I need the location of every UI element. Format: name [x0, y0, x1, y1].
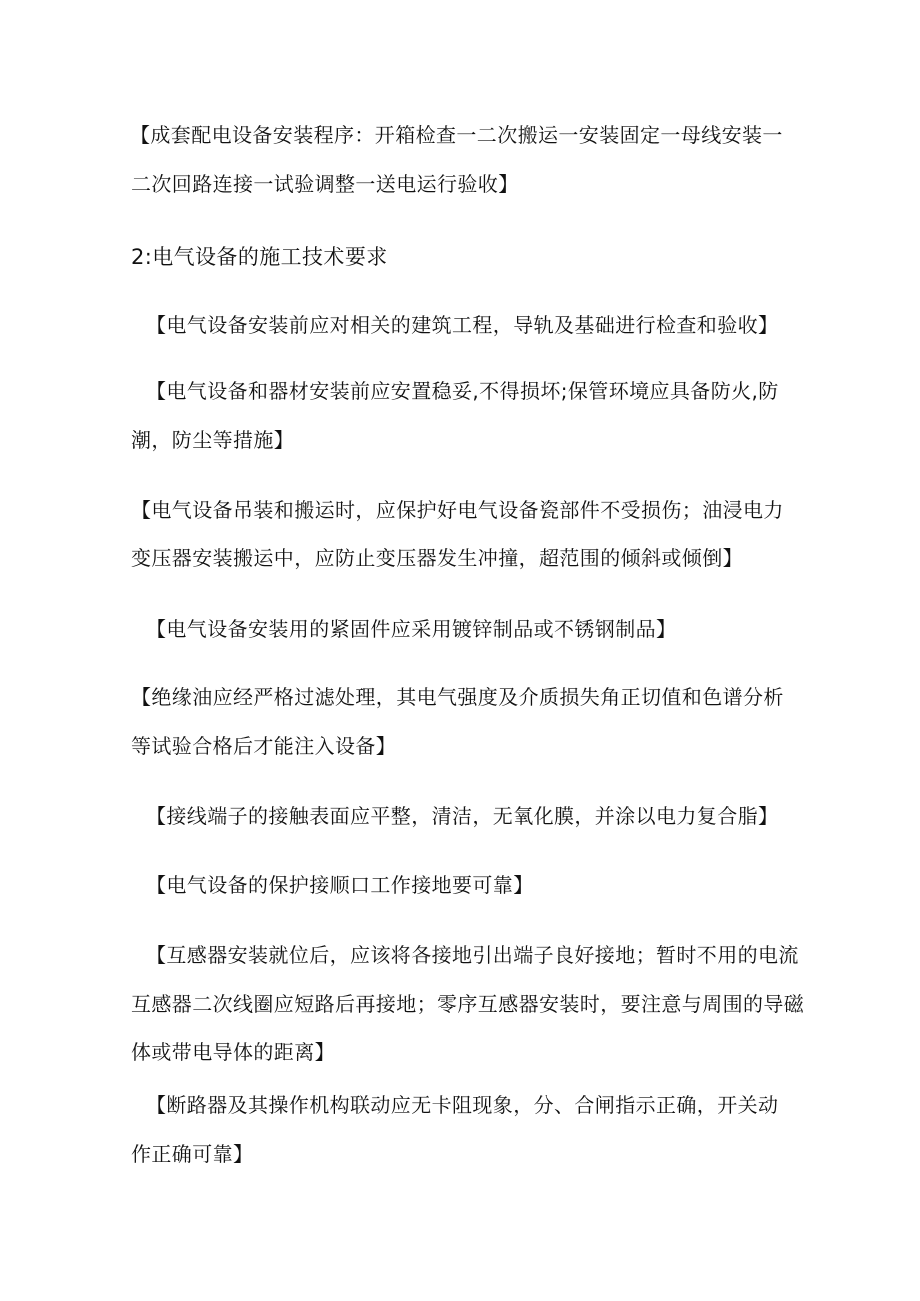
paragraph-line: 【绝缘油应经严格过滤处理，其电气强度及介质损失角正切值和色谱分析 [131, 685, 784, 709]
paragraph-line: 潮，防尘等措施】 [131, 428, 295, 452]
section-heading: 2:电气设备的施工技术要求 [131, 245, 388, 269]
paragraph-line: 【接线端子的接触表面应平整，清洁，无氧化膜，并涂以电力复合脂】 [146, 804, 779, 828]
paragraph-line: 【电气设备吊装和搬运时，应保护好电气设备瓷部件不受损伤；油浸电力 [131, 498, 784, 522]
paragraph-line: 【断路器及其操作机构联动应无卡阻现象，分、合闸指示正确，开关动 [146, 1093, 779, 1117]
paragraph-line: 二次回路连接一试验调整一送电运行验收】 [131, 172, 519, 196]
paragraph-line: 【电气设备安装前应对相关的建筑工程，导轨及基础进行检查和验收】 [146, 313, 779, 337]
paragraph-line: 互感器二次线圈应短路后再接地；零序互感器安装时，要注意与周围的导磁 [131, 992, 805, 1016]
paragraph-line: 【电气设备安装用的紧固件应采用镀锌制品或不锈钢制品】 [146, 617, 677, 641]
paragraph-line: 等试验合格后才能注入设备】 [131, 734, 397, 758]
paragraph-line: 变压器安装搬运中，应防止变压器发生冲撞，超范围的倾斜或倾倒】 [131, 546, 743, 570]
paragraph-line: 【电气设备的保护接顺口工作接地要可靠】 [146, 873, 534, 897]
paragraph-line: 【成套配电设备安装程序：开箱检查一二次搬运一安装固定一母线安装一 [130, 123, 783, 147]
paragraph-line: 【电气设备和器材安装前应安置稳妥,不得损坏;保管环境应具备防火,防 [146, 379, 779, 403]
paragraph-line: 作正确可靠】 [131, 1142, 254, 1166]
paragraph-line: 体或带电导体的距离】 [131, 1040, 335, 1064]
paragraph-line: 【互感器安装就位后，应该将各接地引出端子良好接地；暂时不用的电流 [146, 943, 799, 967]
